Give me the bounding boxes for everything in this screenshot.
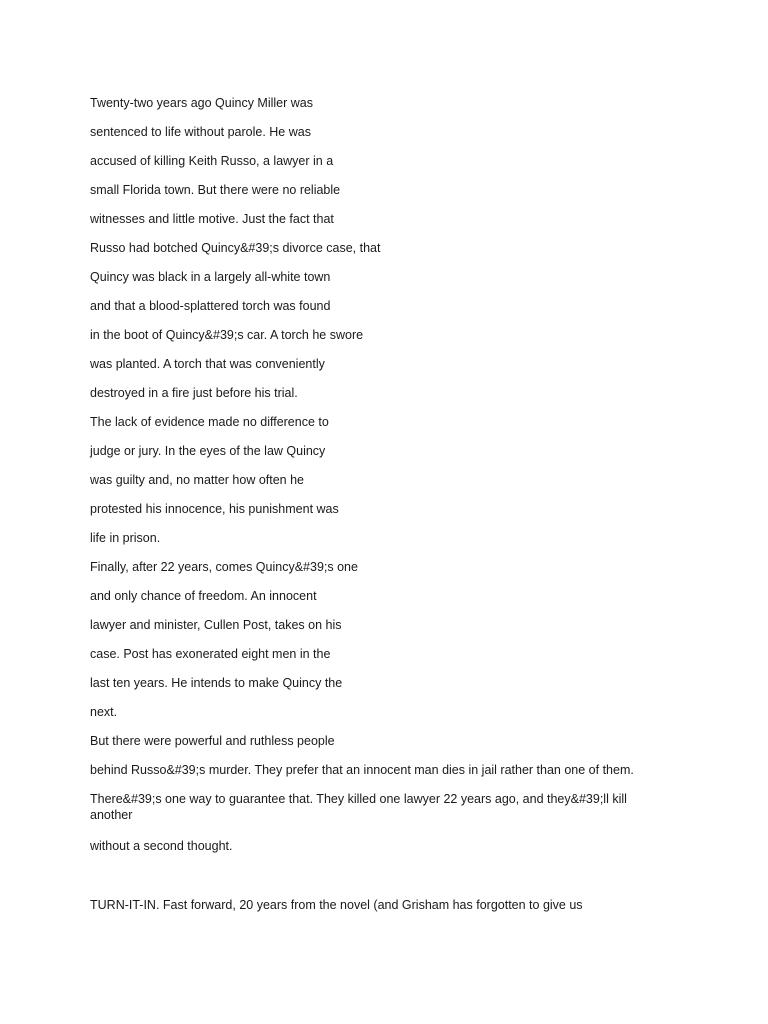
text-line: But there were powerful and ruthless people bbox=[90, 734, 335, 748]
text-line: in the boot of Quincy&#39;s car. A torch he swore bbox=[90, 328, 364, 342]
text-line: and that a blood-splattered torch was found bbox=[90, 299, 331, 313]
text-line: Quincy was black in a largely all-white town bbox=[90, 270, 331, 284]
text-line: small Florida town. But there were no reliable bbox=[90, 183, 341, 197]
text-line: without a second thought. bbox=[90, 839, 233, 853]
text-line: Russo had botched Quincy&#39;s divorce case, that bbox=[90, 241, 381, 255]
text-line: There&#39;s one way to guarantee that. They killed one lawyer 22 years ago, and they&#39;ll kill another bbox=[90, 792, 627, 822]
text-line: was guilty and, no matter how often he bbox=[90, 473, 305, 487]
text-line: sentenced to life without parole. He was bbox=[90, 125, 311, 139]
text-line: Finally, after 22 years, comes Quincy&#39;s one bbox=[90, 560, 358, 574]
text-line: lawyer and minister, Cullen Post, takes on his bbox=[90, 618, 342, 632]
text-line: judge or jury. In the eyes of the law Quincy bbox=[90, 444, 326, 458]
text-line: behind Russo&#39;s murder. They prefer that an innocent man dies in jail rather than one of them. bbox=[90, 763, 634, 777]
text-line: next. bbox=[90, 705, 118, 719]
text-line: life in prison. bbox=[90, 531, 161, 545]
text-line: accused of killing Keith Russo, a lawyer in a bbox=[90, 154, 334, 168]
text-line: was planted. A torch that was conveniently bbox=[90, 357, 325, 371]
text-line: and only chance of freedom. An innocent bbox=[90, 589, 317, 603]
text-line: TURN-IT-IN. Fast forward, 20 years from the novel (and Grisham has forgotten to give us bbox=[90, 898, 583, 912]
text-line: witnesses and little motive. Just the fact that bbox=[90, 212, 334, 226]
text-line: last ten years. He intends to make Quincy the bbox=[90, 676, 343, 690]
text-line: protested his innocence, his punishment was bbox=[90, 502, 339, 516]
text-line: case. Post has exonerated eight men in the bbox=[90, 647, 331, 661]
text-line: The lack of evidence made no difference to bbox=[90, 415, 329, 429]
text-line: Twenty-two years ago Quincy Miller was bbox=[90, 96, 313, 110]
text-line: destroyed in a fire just before his trial. bbox=[90, 386, 298, 400]
